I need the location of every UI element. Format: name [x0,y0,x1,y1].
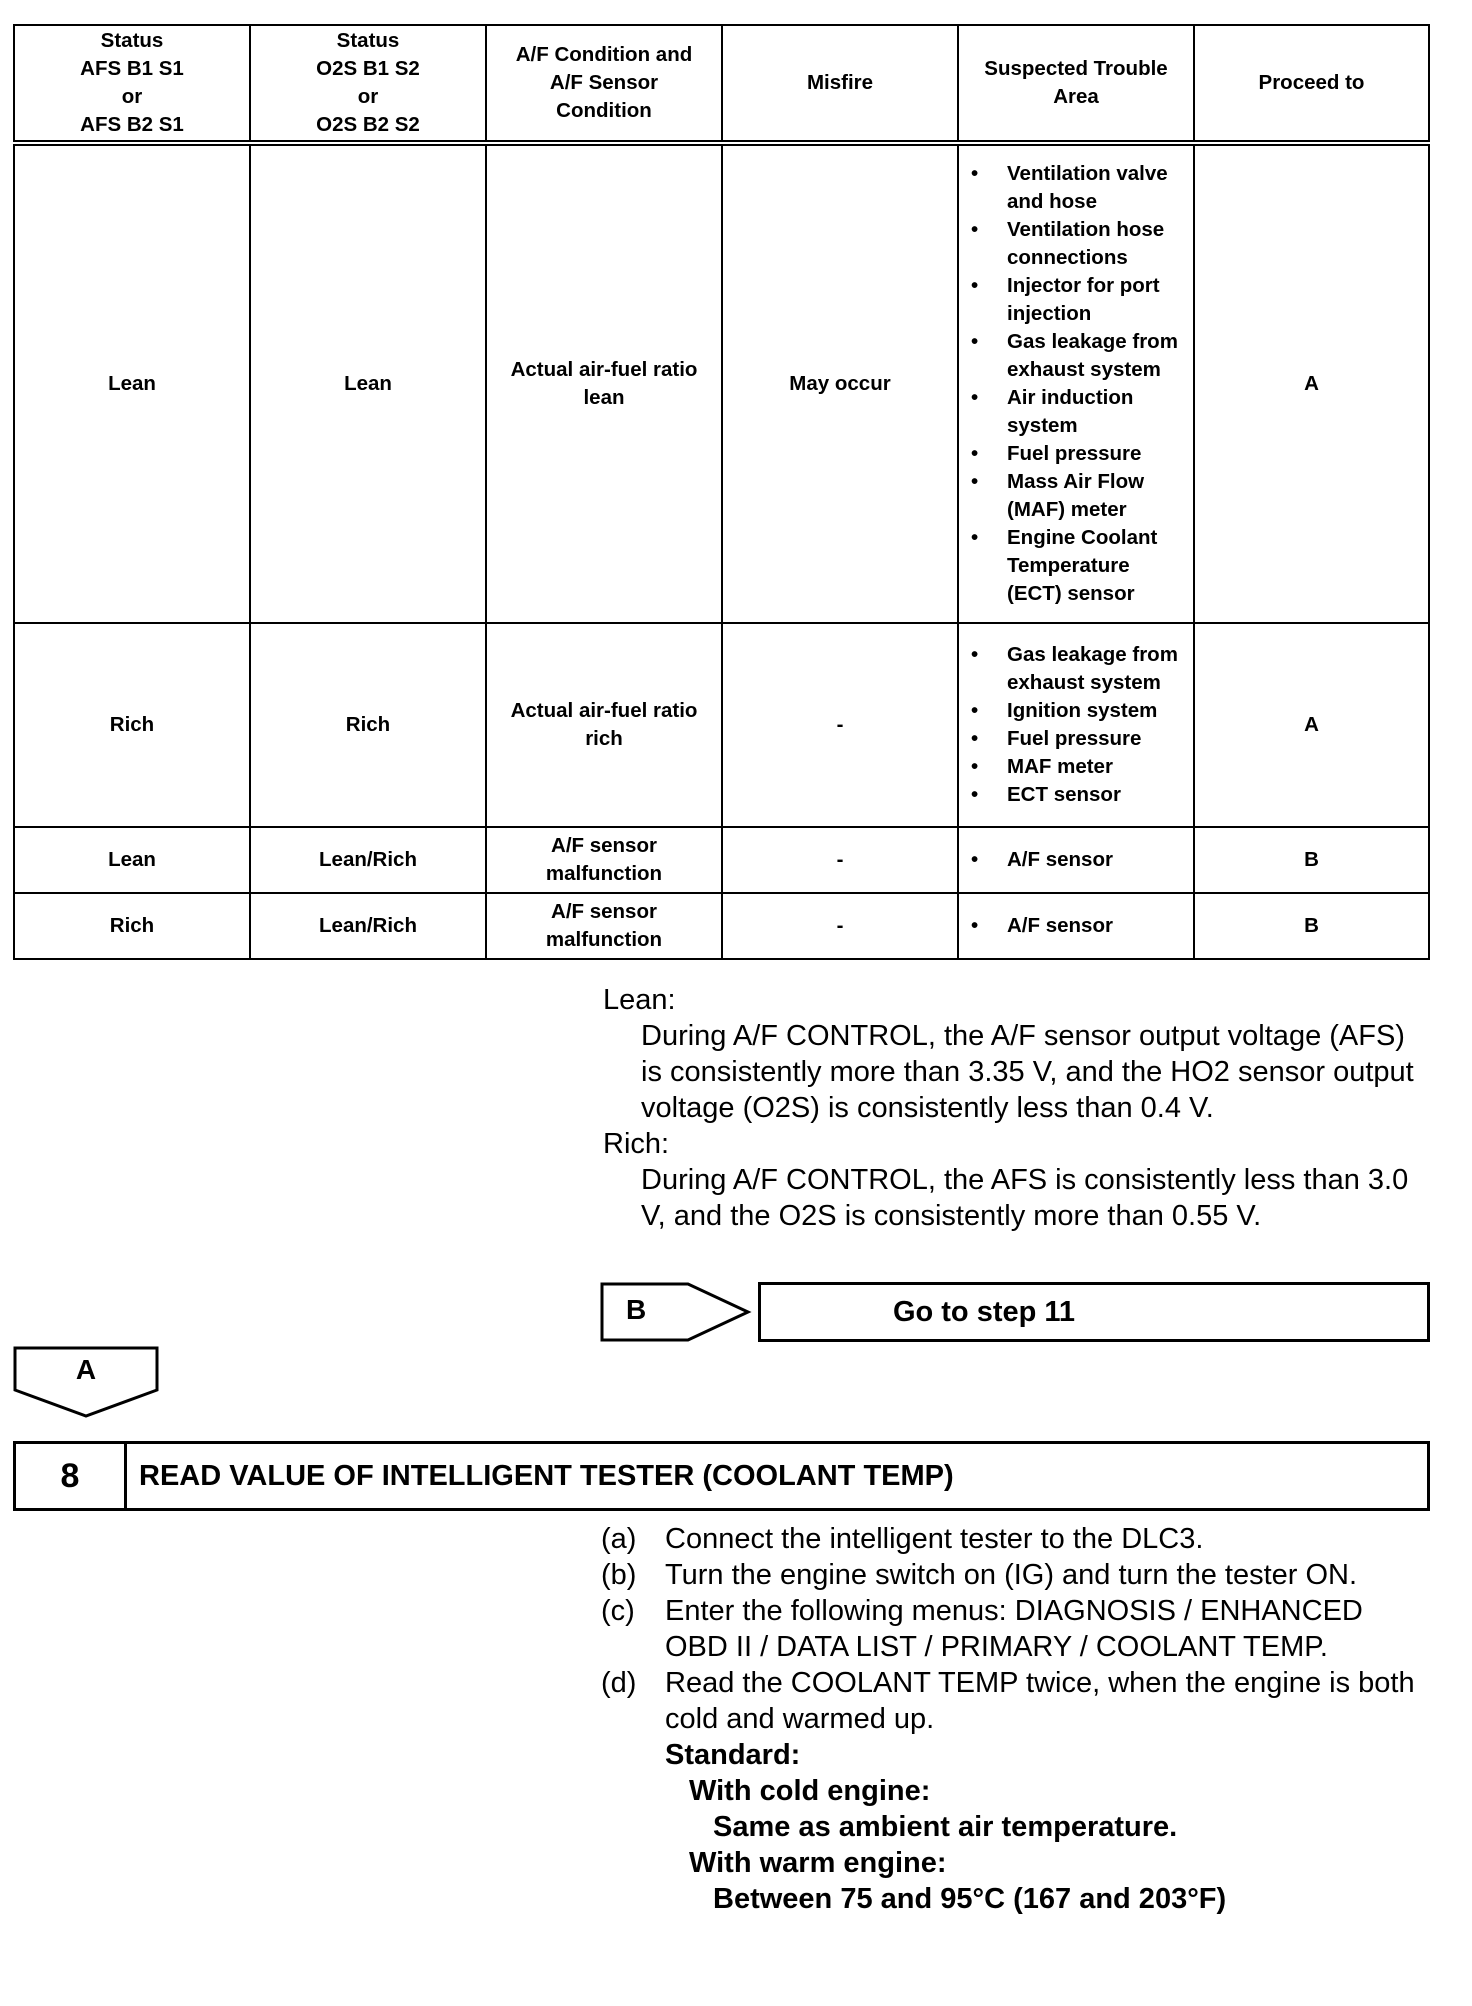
rich-definition: During A/F CONTROL, the AFS is consistently less than 3.0 V, and the O2S is consistently more than 0.55 V. [641,1164,1409,1232]
list-item: • MAF meter [967,753,1189,781]
list-item: • ECT sensor [967,781,1189,809]
cold-engine-label: With cold engine: [689,1775,931,1807]
list-item: • Fuel pressure [967,725,1189,753]
cell-o2s: Lean/Rich [250,893,486,959]
step-title: READ VALUE OF INTELLIGENT TESTER (COOLANT TEMP) [139,1460,954,1492]
status-notes [603,982,1433,1234]
cell-misfire: - [722,623,958,827]
proceed-a-label: A [75,1354,97,1385]
cell-proceed: A [1194,623,1429,827]
cell-proceed: A [1194,143,1429,623]
table-row [14,623,1429,827]
item-marker: (d) [601,1667,637,1699]
cell-condition: A/F sensor malfunction [486,893,722,959]
cold-engine-value: Same as ambient air temperature. [713,1811,1178,1843]
cell-o2s: Rich [250,623,486,827]
list-item [601,1521,1431,1557]
list-item: • A/F sensor [967,912,1189,940]
header-afs-status: Status AFS B1 S1 or AFS B2 S1 [14,25,250,143]
cell-trouble-areas [958,893,1194,959]
cell-afs: Lean [14,143,250,623]
cell-o2s: Lean [250,143,486,623]
table-row [14,893,1429,959]
right-arrow-icon [600,1282,752,1342]
cell-afs: Lean [14,827,250,893]
list-item: • Gas leakage from exhaust system [967,641,1189,697]
go-to-step-text: Go to step 11 [892,1296,1076,1328]
item-text: Read the COOLANT TEMP twice, when the engine is both cold and warmed up. [665,1667,1415,1735]
header-misfire: Misfire [722,25,958,143]
list-item: • Gas leakage from exhaust system [967,328,1189,384]
go-to-step-box [758,1282,1430,1342]
cell-misfire: - [722,827,958,893]
list-item: • Ignition system [967,697,1189,725]
cell-afs: Rich [14,893,250,959]
cell-condition: A/F sensor malfunction [486,827,722,893]
list-item [601,1593,1431,1665]
header-af-condition: A/F Condition and A/F Sensor Condition [486,25,722,143]
item-marker: (a) [601,1523,637,1555]
cell-trouble-areas [958,827,1194,893]
proceed-b-label: B [626,1294,647,1325]
item-text: Enter the following menus: DIAGNOSIS / ENHANCED OBD II / DATA LIST / PRIMARY / COOLANT TEMP. [665,1595,1363,1663]
header-trouble-area: Suspected Trouble Area [958,25,1194,143]
rich-term: Rich: [603,1128,670,1160]
list-item: • A/F sensor [967,846,1189,874]
cell-o2s: Lean/Rich [250,827,486,893]
list-item: • Fuel pressure [967,440,1189,468]
list-item: • Air induction system [967,384,1189,440]
proceed-b-arrow [600,1282,752,1342]
table-header-row [14,25,1429,143]
cell-misfire: - [722,893,958,959]
lean-term: Lean: [603,984,676,1016]
lean-definition: During A/F CONTROL, the A/F sensor output voltage (AFS) is consistently more than 3.35 V, and the HO2 sensor output voltage (O2S) is consistently less than 0.4 V. [641,1020,1414,1124]
list-item [601,1665,1431,1737]
warm-engine-value: Between 75 and 95°C (167 and 203°F) [713,1883,1227,1915]
step-header [13,1441,1430,1511]
header-proceed-to: Proceed to [1194,25,1429,143]
procedure-list [601,1521,1431,1917]
step-number: 8 [16,1444,127,1508]
list-item: • Ventilation valve and hose [967,160,1189,216]
list-item: • Mass Air Flow (MAF) meter [967,468,1189,524]
list-item: • Ventilation hose connections [967,216,1189,272]
warm-engine-label: With warm engine: [689,1847,947,1879]
proceed-a-arrow [13,1346,159,1418]
item-marker: (b) [601,1559,637,1591]
list-item: • Injector for port injection [967,272,1189,328]
cell-trouble-areas [958,143,1194,623]
cell-condition: Actual air-fuel ratio lean [486,143,722,623]
table-row [14,143,1429,623]
cell-proceed: B [1194,827,1429,893]
cell-afs: Rich [14,623,250,827]
list-item: • Engine Coolant Temperature (ECT) sensor [967,524,1189,608]
header-o2s-status: Status O2S B1 S2 or O2S B2 S2 [250,25,486,143]
list-item [601,1557,1431,1593]
standard-label: Standard: [665,1739,801,1771]
item-text: Connect the intelligent tester to the DLC3. [665,1523,1204,1555]
cell-proceed: B [1194,893,1429,959]
item-marker: (c) [601,1595,635,1627]
table-row [14,827,1429,893]
item-text: Turn the engine switch on (IG) and turn the tester ON. [665,1559,1358,1591]
cell-condition: Actual air-fuel ratio rich [486,623,722,827]
cell-trouble-areas [958,623,1194,827]
cell-misfire: May occur [722,143,958,623]
diagnosis-table [13,24,1430,960]
standard-spec [665,1737,1431,1917]
